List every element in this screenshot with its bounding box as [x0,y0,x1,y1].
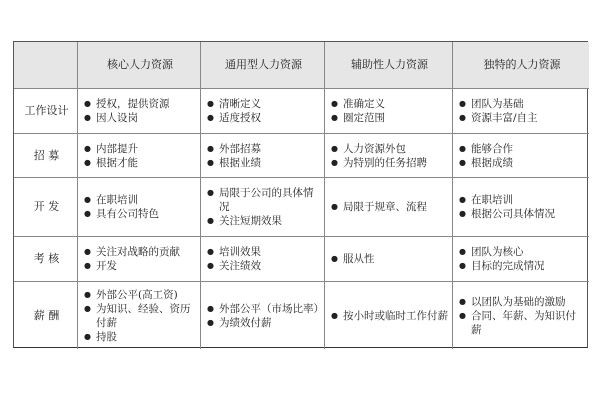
header-general-hr: 通用型人力资源 [201,42,325,89]
bullet-icon: ● [459,143,466,153]
list-item: ● 根据才能 [84,156,138,169]
bullet-icon: ● [207,157,214,167]
list-item: ● 以团队为基础的激励 [459,295,566,308]
bullet-icon: ● [84,157,91,167]
table-cell [201,237,325,282]
table-cell [325,178,453,237]
list-item: ● 内部提升 [84,142,138,155]
list-item: ● 具有公司特色 [84,208,159,220]
list-item: ● 根据业绩 [207,156,261,169]
bullet-icon: ● [459,113,466,122]
bullet-icon: ● [84,209,91,218]
table-cell [325,237,453,282]
header-unique-hr: 独特的人力资源 [453,42,589,89]
bullet-icon: ● [459,310,466,320]
table-cell [201,178,325,237]
list-item: ● 外部公平（市场比率） [207,302,324,315]
list-item: ● 准确定义 [331,98,385,110]
list-item: ● 为知识、经验、资历付薪 [84,302,191,329]
bullet-icon: ● [459,209,466,218]
table-cell [78,282,201,349]
bullet-icon: ● [207,216,214,225]
bullet-icon: ● [331,143,338,153]
list-item: ● 培训效果 [207,246,261,258]
list-item: ● 圈定范围 [331,112,385,124]
table-cell [325,134,453,178]
row-label-job-design: 工作设计 [14,89,78,134]
bullet-icon: ● [207,303,214,313]
bullet-icon: ● [331,157,338,167]
list-item: ● 关注对战略的贡献 [84,246,180,258]
bullet-icon: ● [84,247,91,256]
table-cell [78,89,201,134]
bullet-icon: ● [84,261,91,270]
list-item: ● 服从性 [331,253,375,265]
list-item: ● 关注绩效 [207,260,261,272]
list-item: ● 目标的完成情况 [459,260,545,272]
row-label-compensation: 薪 酬 [14,282,78,349]
bullet-icon: ● [84,303,91,313]
bullet-icon: ● [459,296,466,306]
list-item: ● 合同、年薪、为知识付薪 [459,309,576,336]
table-cell [78,134,201,178]
hr-strategy-table [13,41,588,348]
bullet-icon: ● [331,99,338,108]
bullet-icon: ● [84,99,91,108]
header-auxiliary-hr: 辅助性人力资源 [325,42,453,89]
header-core-hr: 核心人力资源 [78,42,201,89]
list-item: ● 根据成绩 [459,156,513,169]
bullet-icon: ● [84,143,91,153]
list-item: ● 人力资源外包 [331,142,406,155]
bullet-icon: ● [84,331,91,341]
list-item: ● 局限于规章、流程 [331,201,427,213]
header-corner-cell [14,42,78,89]
list-item: ● 能够合作 [459,142,513,155]
bullet-icon: ● [207,317,214,327]
list-item: ● 外部公平(高工资) [84,288,178,301]
bullet-icon: ● [207,188,214,197]
list-item: ● 为特别的任务招聘 [331,156,427,169]
bullet-icon: ● [207,99,214,108]
table-cell [325,89,453,134]
list-item: ● 资源丰富/自主 [459,112,538,124]
bullet-icon: ● [207,247,214,256]
table-cell [201,134,325,178]
table-cell [453,89,589,134]
bullet-icon: ● [459,261,466,270]
bullet-icon: ● [84,113,91,122]
table-cell [78,178,201,237]
list-item: ● 在职培训 [84,194,138,206]
row-label-development: 开 发 [14,178,78,237]
bullet-icon: ● [331,310,338,320]
bullet-icon: ● [331,202,338,211]
list-item: ● 关注短期效果 [207,215,282,227]
bullet-icon: ● [207,113,214,122]
list-item: ● 清晰定义 [207,98,261,110]
table-cell [78,237,201,282]
table-cell [453,282,589,349]
table-cell [453,178,589,237]
bullet-icon: ● [207,261,214,270]
list-item: ● 授权，提供资源 [84,98,170,110]
list-item: ● 团队为核心 [459,246,524,258]
list-item: ● 团队为基础 [459,98,524,110]
list-item: ● 持股 [84,330,117,343]
row-label-recruitment: 招 募 [14,134,78,178]
list-item: ● 因人设岗 [84,112,138,124]
bullet-icon: ● [459,195,466,204]
list-item: ● 开发 [84,260,117,272]
row-label-appraisal: 考 核 [14,237,78,282]
list-item: ● 适度授权 [207,112,261,124]
table-cell [325,282,453,349]
bullet-icon: ● [84,289,91,299]
bullet-icon: ● [331,254,338,263]
table-cell [453,237,589,282]
table-cell [201,282,325,349]
bullet-icon: ● [207,143,214,153]
list-item: ● 外部招募 [207,142,261,155]
bullet-icon: ● [459,99,466,108]
list-item: ● 根据公司具体情况 [459,208,555,220]
list-item: ● 为绩效付薪 [207,316,272,329]
bullet-icon: ● [84,195,91,204]
list-item: ● 在职培训 [459,194,513,206]
bullet-icon: ● [331,113,338,122]
list-item: ● 按小时或临时工作付薪 [331,309,448,322]
table-cell [201,89,325,134]
bullet-icon: ● [459,247,466,256]
bullet-icon: ● [459,157,466,167]
list-item: ● 局限于公司的具体情况 [207,187,314,213]
table-cell [453,134,589,178]
